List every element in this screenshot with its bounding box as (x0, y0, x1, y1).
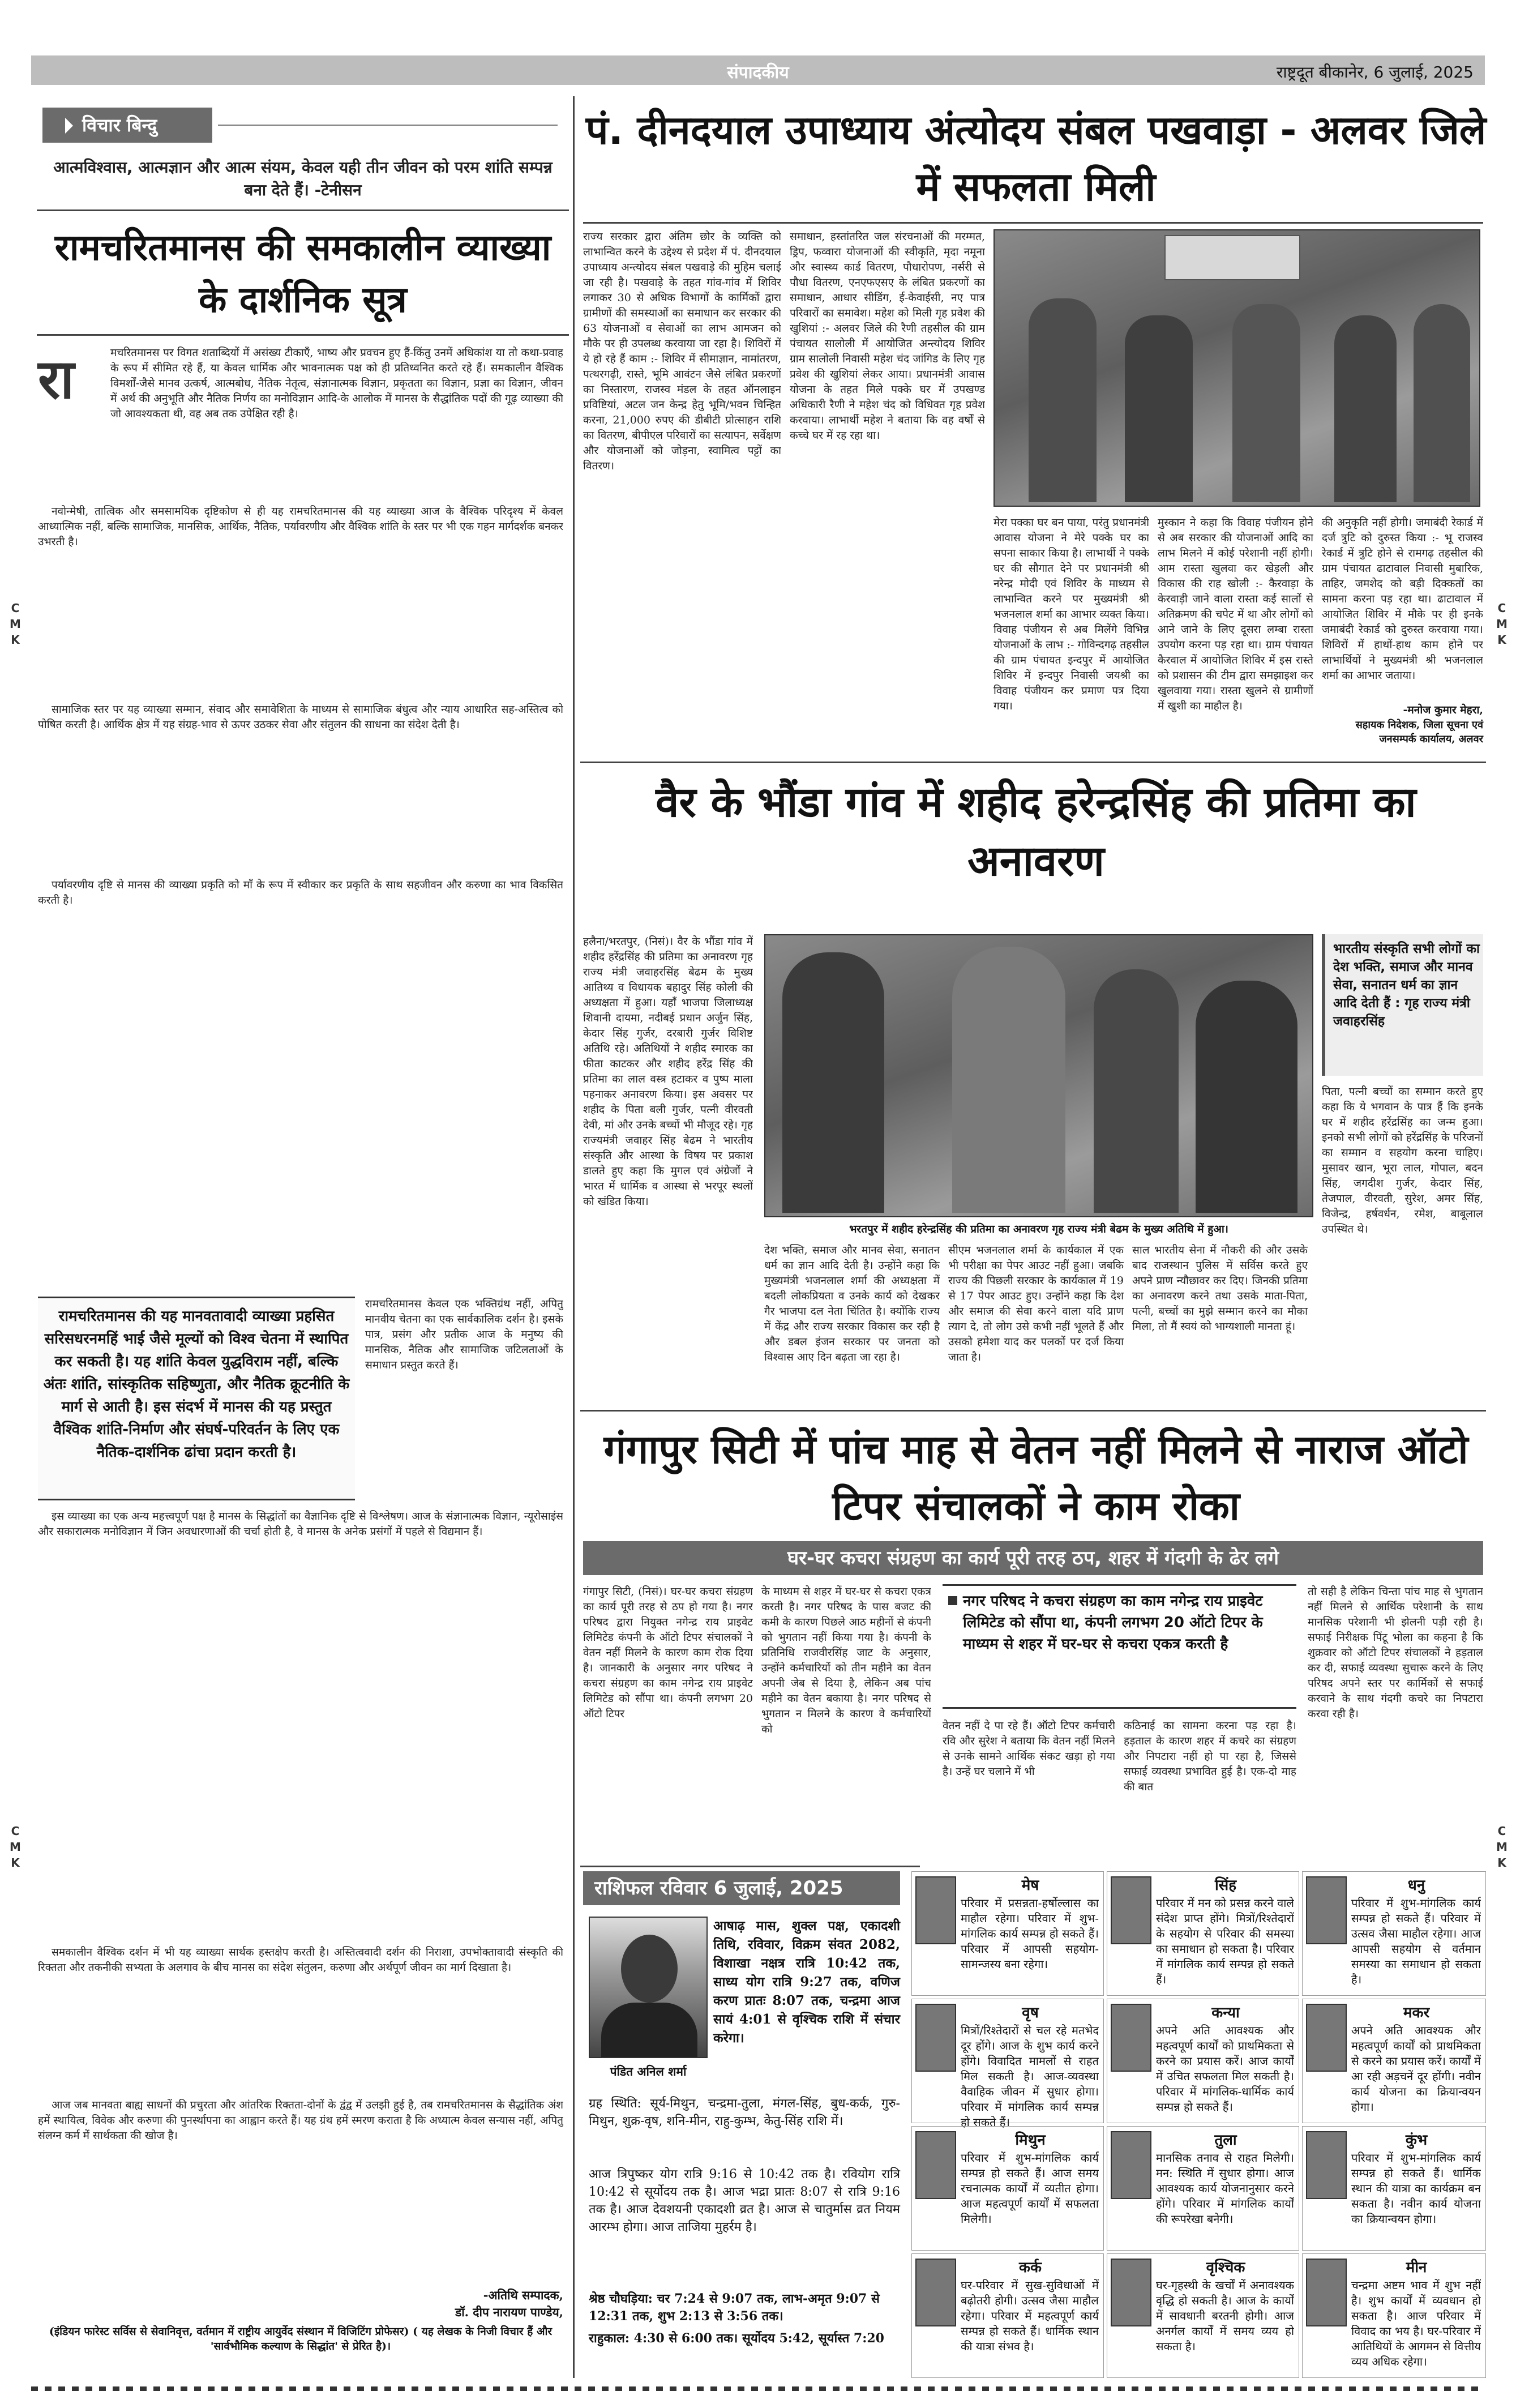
story2-headline: वैर के भौंडा गांव में शहीद हरेन्द्रसिंह की प्रतिमा का अनावरण (656, 778, 1416, 886)
story3-highlight-box (943, 1584, 1296, 1709)
capricorn-icon (1306, 2004, 1347, 2072)
rashi-mithun (911, 2126, 1104, 2251)
author-note: (इंडियन फारेस्ट सर्विस से सेवानिवृत्त, वर्तमान में राष्ट्रीय आयुर्वेद संस्थान में विजिटिंग प्रोफेसर) ( यह लेखक के निजी विचार हैं और 'सार्वभौमिक कल्याण के सिद्धांत' से प्रेरित है)। (49, 2325, 553, 2353)
story1-col2: समाधान, हस्तांतरित जल संरचनाओं की मरम्मत, ड्रिप, फव्वारा योजनाओं की स्वीकृति, मृदा नमूना और स्वास्थ्य कार्ड वितरण, पौधारोपण, नर्सरी से पौधा वितरण, एनएफएसए के लंबित प्रकरणों का समाधान, आधार सीडिंग, ई-केवाईसी, नए पात्र परिवारों का समावेश। महेश को मिली गृह प्रवेश की खुशियां :- अलवर जिले की रैणी तहसील की ग्राम पंचायत सालोली में आयोजित अन्त्योदय शिविर ग्राम सालोली निवासी महेश चंद जांगिड के लिए गृह प्रवेश की खुशियां लेकर आया। प्रधानमंत्री आवास योजना के तहत मिले पक्के घर में उपखण्ड अधिकारी रैणी ने महेश चंद को विधिवत गृह प्रवेश करवाया। लाभार्थी महेश ने बताया कि वह वर्षों से कच्चे घर में रह रहा था। (790, 230, 985, 442)
libra-icon (1111, 2131, 1151, 2199)
editorial-para-4: पर्यावरणीय दृष्टि से मानस की व्याख्या प्रकृति को माँ के रूप में स्वीकार कर प्रकृति के साथ सहजीवन और करुणा का भाव विकसित करती है। (38, 879, 563, 906)
rashi-name: सिंह (1214, 1877, 1237, 1894)
editorial-para-1: मचरितमानस पर विगत शताब्दियों में असंख्य टीकाएँ, भाष्य और प्रवचन हुए हैं-किंतु उनमें अधिकांश या तो कथा-प्रवाह के रूप में सीमित रहे हैं, या केवल धार्मिक और भावनात्मक पक्ष को ही प्रतिध्वनित करते रहे हैं। समकालीन वैश्विक विमर्शों-जैसे मानव उत्कर्ष, आत्मबोध, नैतिक नेतृत्व, संज्ञानात्मक विज्ञान, प्रकृतता का विज्ञान, प्रज्ञा का विज्ञान, जीवन में अर्थ की अनुभूति और नैतिक निर्णय का मनोविज्ञान आदि-के आलोक में मानस के सैद्धांतिक पदों की गूढ़ व्याख्या की जो आवश्यकता थी, वह अब तक उपेक्षित रही है। (110, 347, 563, 420)
story3-col5: तो सही है लेकिन चिन्ता पांच माह से भुगतान नहीं मिलने से आर्थिक परेशानी के साथ मानसिक परेशानी भी झेलनी पड़ी रही है। सफाई निरीक्षक पिंटू भोला का कहना है कि शुक्रवार को ऑटो टिपर संचालकों ने हड़ताल कर दी, सफाई व्यवस्था सुचारू करने के लिए परिषद अपने स्तर पर कार्मिकों से सफाई करवाने के साथ गंदगी कचरे का निपटारा करवा रही है। (1308, 1585, 1483, 1720)
statue-photo (764, 934, 1313, 1217)
rashi-meen (1302, 2253, 1486, 2378)
dateline: राष्ट्रदूत बीकानेर, 6 जुलाई, 2025 (1276, 63, 1474, 82)
rashi-text: अपने अति आवश्यक और महत्वपूर्ण कार्यों को प्राथमिकता से करने का प्रयास करें। आज कार्यों में उचित सफलता मिल सकती है। परिवार में मांगलिक-धार्मिक कार्य सम्पन्न हो सकते हैं। (1156, 2024, 1294, 2114)
statue-figure (952, 947, 1065, 1213)
person-figure (1196, 981, 1297, 1213)
rashi-text: चन्द्रमा अष्टम भाव में शुभ नहीं है। शुभ कार्यों में व्यवधान हो सकता है। आज परिवार में विवाद का भय है। घर-परिवार में आतिथियों के आगमन से वित्तीय व्यय अधिक रहेगा। (1351, 2278, 1481, 2368)
divider (580, 1410, 1486, 1412)
rashi-name: तुला (1214, 2132, 1237, 2149)
scorpio-icon (1111, 2259, 1151, 2326)
story1-caption-col3: की अनुकृति नहीं होगी। जमाबंदी रेकार्ड में दर्ज त्रुटि को दुरुस्त किया :- भू राजस्व रेकार्ड में त्रुटि होने से रामगढ़ तहसील की ग्राम पंचायत ढाटावाल निवासी मुबारिक, ताहिर, जमशेद को बड़ी दिक्कतों का सामना करना पड़ रहा था। ढाटावाल में आयोजित शिविर में मौके पर ही इनके जमाबंदी रेकार्ड को दुरुस्त करवाया गया। शिविरों में हाथों-हाथ काम होने पर लाभार्थियों ने मुख्यमंत्री श्री भजनलाल शर्मा का आभार जताया। (1322, 516, 1483, 682)
sagittarius-icon (1306, 1876, 1347, 1944)
divider (218, 125, 558, 126)
face-shape (621, 1935, 678, 2003)
story-pratima (583, 767, 1489, 1407)
story2-col-b: सीएम भजनलाल शर्मा के कार्यकाल में एक भी परीक्षा का पेपर आउट नहीं हुआ। जबकि राज्य की पिछली सरकार के कार्यकाल में 19 से 17 पेपर आउट हुए। उन्होंने कहा कि देश और समाज की सेवा करने वाला यदि प्राण त्याग दे, तो लोग उसे कभी नहीं भूलते हैं और उसको हमेशा याद कर पलकों पर दर्ज किया जाता है। (948, 1244, 1124, 1363)
vichar-bindu-label: विचार बिन्दु (42, 108, 212, 143)
editorial-para-6: इस व्याख्या का एक अन्य महत्त्वपूर्ण पक्ष है मानस के सिद्धांतों का वैज्ञानिक दृष्टि से विश्लेषण। आज के संज्ञानात्मक विज्ञान, न्यूरोसाइंस और सकारात्मक मनोविज्ञान में जिन अवधारणाओं की चर्चा होती है, वे मानस के अनेक प्रसंगों में पहले से विद्यमान हैं। (38, 1510, 563, 1538)
vichar-bindu-quote: आत्मविश्वास, आत्मज्ञान और आत्म संयम, केवल यही तीन जीवन को परम शांति सम्पन्न बना देते हैं। -टेनीसन (53, 158, 553, 199)
rashi-text: घर-परिवार में सुख-सुविधाओं में बढ़ोतरी होगी। उत्सव जैसा माहौल रहेगा। परिवार में महत्वपूर्ण कार्य सम्पन्न हो सकते हैं। धार्मिक स्थान की यात्रा संभव है। (961, 2278, 1099, 2353)
pandit-photo (589, 1917, 708, 2058)
person-figure (1414, 304, 1470, 502)
rashi-dhanu (1302, 1871, 1486, 1996)
gemini-icon (915, 2131, 956, 2199)
rashi-text: मित्रों/रिश्तेदारों से चल रहे मतभेद दूर होंगे। आज के शुभ कार्य करने होंगे। विवादित मामलों से राहत मिल सकती है। आज-व्यवस्था वैवाहिक जीवन में सुधार होगा। परिवार में मांगलिक कार्य सम्पन्न हो सकते हैं। (961, 2024, 1099, 2129)
banner-image (1164, 235, 1300, 280)
story-antyodaya (583, 96, 1489, 759)
editorial-column (31, 96, 575, 2378)
story3-col1: गंगापुर सिटी, (निसं)। घर-घर कचरा संग्रहण का कार्य पूरी तरह से ठप हो गया है। नगर परिषद द्वारा नियुक्त नगेन्द्र राय प्राइवेट लिमिटेड कंपनी के ऑटो टिपर संचालकों ने वेतन नहीं मिलने के कारण काम रोक दिया है। जानकारी के अनुसार नगर परिषद ने कचरा संग्रहण का काम नगेन्द्र राय प्राइवेट लिमिटेड को सौंपा था। कंपनी लगभग 20 ऑटो टिपर (583, 1585, 753, 1720)
story1-signoff-office: सहायक निदेशक, जिला सूचना एवं जनसम्पर्क कार्यालय, अलवर (1355, 719, 1483, 745)
editorial-para-3: सामाजिक स्तर पर यह व्याख्या सम्मान, संवाद और समावेशिता के माध्यम से सामाजिक बंधुत्व और न्याय आधारित सह-अस्तित्व को पोषित करती है। आर्थिक क्षेत्र में यह संग्रह-भाव से ऊपर उठकर सेवा और संतुलन की साधना का संदेश देती है। (38, 703, 563, 731)
pullquote: रामचरितमानस की यह मानवतावादी व्याख्या प्रहसित सरिसधरनमहिं भाई जैसे मूल्यों को विश्व चेतना में स्थापित कर सकती है। यह शांति केवल युद्धविराम नहीं, बल्कि अंतः शांति, सांस्कृतिक सहिष्णुता, और नैतिक क्रूटनीति के मार्ग से आती है। इस संदर्भ में मानस की यह प्रस्तुत वैश्विक शांति-निर्माण और संघर्ष-परिवर्तन के लिए एक नैतिक-दार्शनिक ढांचा प्रदान करती है। (43, 1308, 350, 1461)
yoga-info: आज त्रिपुष्कर योग रात्रि 9:16 से 10:42 तक है। रवियोग रात्रि 10:42 से सूर्योदय तक है। आज भद्रा प्रातः 8:07 से रात्रि 9:16 तक है। आज देवशयनी एकादशी व्रत है। आज से चातुर्मास व्रत नियम आरम्भ होगा। आज ताजिया मुहर्रम है। (589, 2167, 900, 2234)
author-name: डॉ. दीप नारायण पाण्डेय, (455, 2305, 563, 2319)
rashi-name: मकर (1403, 2004, 1430, 2021)
story2-photo-caption: भरतपुर में शहीद हरेन्द्रसिंह की प्रतिमा का अनावरण गृह राज्य मंत्री बेढम के मुख्य अतिथि में हुआ। (849, 1223, 1228, 1235)
editorial-para-8: आज जब मानवता बाह्य साधनों की प्रचुरता और आंतरिक रिक्तता-दोनों के द्वंद्व में उलझी हुई है, तब रामचरितमानस के सैद्धांतिक अंश हमें स्थायित्व, विवेक और करुणा की पुनर्स्थापना का आह्वान करते हैं। यह ग्रंथ हमें स्मरण कराता है कि अध्यात्म केवल सन्यास नहीं, अपितु संलग्न कर्म में सार्थकता की खोज है। (38, 2099, 563, 2142)
story1-caption-col1: मेरा पक्का घर बन पाया, परंतु प्रधानमंत्री आवास योजना ने मेरे पक्के घर का सपना साकार किया है। लाभार्थी ने पक्के घर की सौगात देने पर प्रधानमंत्री श्री नरेन्द्र मोदी एवं शिविर के माध्यम से लाभान्वित करने पर मुख्यमंत्री श्री भजनलाल शर्मा का आभार व्यक्त किया। विवाह पंजीयन से अब मिलेंगे विभिन्न योजनाओं के लाभ :- गोविन्दगढ़ तहसील की ग्राम पंचायत इन्दपुर में आयोजित शिविर में इन्दपुर निवासी जयश्री का विवाह पंजीयन कर प्रमाण पत्र दिया गया। (993, 516, 1149, 712)
person-figure (1232, 304, 1300, 502)
arrow-icon (65, 118, 73, 134)
rashi-mesh (911, 1871, 1104, 1996)
rashi-text: घर-गृहस्थी के खर्चों में अनावश्यक वृद्धि हो सकती है। आज के कार्यों में सावधानी बरतनी होगी। आज अनर्गल कार्यों में समय व्यय हो सकता है। (1156, 2278, 1294, 2353)
aries-icon (915, 1876, 956, 1944)
rashi-name: कर्क (1019, 2259, 1042, 2276)
rashi-name: कन्या (1211, 2004, 1240, 2021)
story2-sidebar-quote-box (1322, 934, 1483, 1076)
story3-subhead: घर-घर कचरा संग्रहण का कार्य पूरी तरह ठप, शहर में गंदगी के ढेर लगे (583, 1541, 1483, 1575)
editorial-para-5: रामचरितमानस केवल एक भक्तिग्रंथ नहीं, अपितु मानवीय चेतना का एक सार्वकालिक दर्शन है। इसके पात्र, प्रसंग और प्रतीक आज के मनुष्य की मानसिक, नैतिक और सामाजिक जटिलताओं के समाधान प्रस्तुत करते हैं। (365, 1298, 563, 1371)
pisces-icon (1306, 2259, 1347, 2326)
rashi-tula (1107, 2126, 1299, 2251)
divider (580, 762, 1486, 763)
story1-col1: राज्य सरकार द्वारा अंतिम छोर के व्यक्ति को लाभान्वित करने के उद्देश्य से प्रदेश में पं. दीनदयाल उपाध्याय अन्त्योदय संबल पखवाड़े की मुहिम चलाई जा रही है। पखवाड़े के तहत गांव-गांव में शिविर लगाकर 30 से अधिक विभागों के कार्मिकों द्वारा ग्रामीणों की समस्याओं का समाधान कर सरकार की 63 योजनाओं व सेवाओं का लाभ आमजन को मौके पर ही उपलब्ध करवाया जा रहा है। शिविरों में ये हो रहे हैं काम :- शिविर में सीमाज्ञान, नामांतरण, पत्थरगढ़ी, रास्ते, भूमि आवंटन जैसे लंबित प्रकरणों का निस्तारण, राजस्व मंडल के तहत ऑनलाइन प्रविष्टियां, अटल जन केन्द्र हेतु भूमि/भवन चिन्हित करना, 21,000 रुपए की डीबीटी प्रोत्साहन राशि का वितरण, बीपीएल परिवारों का सत्यापन, सर्वेक्षण और योजनाओं को जोड़ना, स्वामित्व पट्टों का वितरण। (583, 230, 781, 472)
story1-signoff: -मनोज कुमार मेहरा, (1403, 704, 1483, 716)
graha-sthiti: ग्रह स्थिति: सूर्य-मिथुन, चन्द्रमा-तुला, मंगल-सिंह, बुध-कर्क, गुरु-मिथुन, शुक्र-वृष, शनि-मीन, राहु-कुम्भ, केतु-सिंह राशि में। (589, 2097, 900, 2128)
section-title: संपादकीय (727, 63, 789, 83)
square-bullet-icon (948, 1596, 957, 1605)
editorial-title: रामचरितमानस की समकालीन व्याख्या के दार्शनिक सूत्र (54, 227, 551, 321)
rashi-text: परिवार में शुभ-मांगलिक कार्य सम्पन्न हो सकते हैं। आज समय रचनात्मक कार्यों में व्यतीत होगा। आज महत्वपूर्ण कार्यों में सफलता मिलेगी। (961, 2151, 1099, 2226)
story2-col-c: साल भारतीय सेना में नौकरी की और उसके बाद राजस्थान पुलिस में सर्विस करते हुए अपने प्राण न्यौछावर कर दिए। जिनकी प्रतिमा का अनावरण करने तथा उसके माता-पिता, पत्नी, बच्चों का मुझे सम्मान करने का मौका मिला, तो मैं स्वयं को भाग्यशाली मानता हूं। (1132, 1244, 1308, 1333)
story2-col-a: देश भक्ति, समाज और मानव सेवा, सनातन धर्म का ज्ञान आदि देती है। उन्होंने कहा कि मुख्यमंत्री भजनलाल शर्मा की अध्यक्षता में बदली लोकप्रियता व उनके कार्य को देखकर गैर भाजपा दल नेता चिंतित है। क्योंकि राज्य में केंद्र और राज्य सरकार विकास कर रही है और डबल इंजन सरकार पर जनता को विश्वास आए दिन बढ़ता जा रहा है। (764, 1244, 940, 1363)
person-figure (1094, 969, 1179, 1213)
cancer-icon (915, 2259, 956, 2326)
story3-col3: वेतन नहीं दे पा रहे हैं। ऑटो टिपर कर्मचारी रवि और सुरेश ने बताया कि वेतन नहीं मिलने से उनके सामने आर्थिक संकट खड़ा हो गया है। उन्हें घर चलाने में भी (943, 1720, 1115, 1778)
margin-marks-left-1: C M K (10, 601, 21, 647)
rashi-name: मेष (1021, 1877, 1039, 1894)
person-figure (1334, 315, 1397, 502)
story1-caption-col2: मुस्कान ने कहा कि विवाह पंजीयन होने से अब सरकार की योजनाओं आदि का लाभ मिलने में कोई परेशानी नहीं होगी। आम रास्ता खुलवा कर खेड़ली और विकास की राह खोली :- कैरवाड़ा के केरवाड़ी जाने वाला रास्ता कई सालों से अतिक्रमण की चपेट में था और लोगों को आने जाने के लिए दूसरा लम्बा रास्ता उपयोग करना पड़ रहा था। ग्राम पंचायत कैरवाल में आयोजित शिविर में इस रास्ते को प्रशासन की टीम द्वारा समझाइश कर खुलवाया गया। रास्ता खुलने से ग्रामीणों में खुशी का माहौल है। (1158, 516, 1313, 712)
rashi-text: अपने अति आवश्यक और महत्वपूर्ण कार्यों को प्राथमिकता से करने का प्रयास करें। कार्यों में आ रही अड़चनें दूर होंगी। नवीन कार्य योजना का क्रियान्वयन होगा। (1351, 2024, 1481, 2114)
pandit-name: पंडित अनिल शर्मा (610, 2065, 687, 2078)
rashi-text: मानसिक तनाव से राहत मिलेगी। मन: स्थिति में सुधार होगा। आज आवश्यक कार्य योजनानुसार करने होंगे। परिवार में मांगलिक कार्यों की रूपरेखा बनेगी। (1156, 2151, 1294, 2226)
rashi-name: धनु (1407, 1877, 1425, 1894)
divider (580, 1866, 920, 1867)
story3-headline: गंगापुर सिटी में पांच माह से वेतन नहीं मिलने से नाराज ऑटो टिपर संचालकों ने काम रोका (603, 1426, 1468, 1529)
rashi-kark (911, 2253, 1104, 2378)
virgo-icon (1111, 2004, 1151, 2072)
rashi-makar (1302, 1999, 1486, 2123)
margin-marks-left-2: C M K (10, 1824, 21, 1870)
rashi-text: परिवार में मन को प्रसन्न करने वाले संदेश प्राप्त होंगे। मित्रों/रिश्तेदारों के सहयोग से परिवार की समस्या का समाधान हो सकता है। परिवार में मांगलिक कार्य सम्पन्न हो सकते हैं। (1156, 1896, 1294, 1986)
rashi-vrish (911, 1999, 1104, 2129)
pullquote-box (38, 1297, 355, 1500)
rashifal-banner: राशिफल रविवार 6 जुलाई, 2025 (583, 1871, 900, 1905)
person-figure (1125, 315, 1193, 502)
rashifal-section (583, 1871, 1489, 2381)
story1-headline: पं. दीनदयाल उपाध्याय अंत्योदय संबल पखवाड़ा - अलवर जिले में सफलता मिली (585, 107, 1487, 210)
rahukal: राहुकाल: 4:30 से 6:00 तक। सूर्योदय 5:42, सूर्यास्त 7:20 (589, 2331, 884, 2346)
divider (37, 334, 569, 336)
story3-col4: कठिनाई का सामना करना पड़ रहा है। हड़ताल के कारण शहर में कचरे का संग्रहण और निपटारा नहीं हो पा रहा है, जिससे सफाई व्यवस्था प्रभावित हुई है। एक-दो माह की बात (1124, 1720, 1296, 1793)
choghadiya: श्रेष्ठ चौघड़िया: चर 7:24 से 9:07 तक, लाभ-अमृत 9:07 से 12:31 तक, शुभ 2:13 से 3:56 तक। (589, 2291, 880, 2324)
story2-text: हलैना/भरतपुर, (निसं)। वैर के भौंडा गांव में शहीद हरेंद्रसिंह की प्रतिमा का अनावरण गृह राज्य मंत्री जवाहरसिंह बेढम के मुख्य आतिथ्य व विधायक बहादुर सिंह कोली की अध्यक्षता में हुआ। यहाँ भाजपा जिलाध्यक्ष शिवानी दायमा, नदीबई प्रधान अर्जुन सिंह, केदार सिंह गुर्जर, दरबारी गुर्जर विशिष्ट अतिथि रहे। अतिथियों ने शहीद स्मारक का फीता काटकर और शहीद हरेंद्र सिंह की प्रतिमा का लाल वस्त्र हटाकर व पुष्प माला पहनाकर अनावरण किया। इस अवसर पर शहीद के पिता बली गुर्जर, पत्नी वीरवती देवी, मां और उनके बच्चों भी मौजूद रहे। गृह राज्यमंत्री जवाहर सिंह बेढम ने भारतीय संस्कृति और आस्था के विषय पर प्रकाश डालते हुए कहा कि मुगल एवं अंग्रेजों ने भारत में धार्मिक व आस्था से भरपूर स्थलों को खंडित किया। (583, 935, 753, 1208)
rashi-name: मीन (1406, 2259, 1427, 2276)
divider (583, 222, 1483, 224)
page-header (31, 55, 1485, 85)
person-figure (1029, 298, 1097, 502)
editorial-para-7: समकालीन वैश्विक दर्शन में भी यह व्याख्या सार्थक हस्तक्षेप करती है। अस्तित्ववादी दर्शन की निराशा, उपभोक्तावादी संस्कृति की रिक्तता और तकनीकी सभ्यता के अलगाव के बीच मानस का संदेश संतुलन, करुणा और अर्थपूर्ण जीवन का मार्ग दिखाता है। (38, 1946, 563, 1974)
panchang: आषाढ़ मास, शुक्ल पक्ष, एकादशी तिथि, रविवार, विक्रम संवत 2082, विशाखा नक्षत्र रात्रि 10:42 तक, साध्य योग रात्रि 9:27 तक, वणिज करण प्रातः 8:07 तक, चन्द्रमा आज सायं 4:01 से वृश्चिक राशि में संचार करेगा। (713, 1918, 900, 2046)
registration-strip (31, 2386, 1485, 2391)
rashi-text: परिवार में शुभ-मांगलिक कार्य सम्पन्न हो सकते हैं। धार्मिक स्थान की यात्रा का कार्यक्रम बन सकता है। नवीन कार्य योजना का क्रियान्वयन होगा। (1351, 2151, 1481, 2226)
rashi-name: वृष (1022, 2004, 1039, 2021)
editorial-para-2: नवोन्मेषी, तात्विक और समसामयिक दृष्टिकोण से ही यह रामचरितमानस की यह व्याख्या आज के वैश्विक परिदृश्य में केवल आध्यात्मिक नहीं, बल्कि सामाजिक, मानसिक, आर्थिक, नैतिक, पर्यावरणीय और वैश्विक शांति के स्तर पर भी एक गहन मार्गदर्शक बनकर उभरती है। (38, 505, 563, 548)
rashi-name: वृश्चिक (1206, 2259, 1245, 2276)
signature: -अतिथि सम्पादक, (483, 2288, 563, 2302)
story-gangapur (583, 1415, 1489, 1863)
rashi-kumbh (1302, 2126, 1486, 2251)
rashi-name: कुंभ (1405, 2132, 1428, 2149)
ceremony-photo (993, 229, 1480, 507)
person-figure (782, 952, 884, 1213)
rashi-singh (1107, 1871, 1299, 1996)
aquarius-icon (1306, 2131, 1347, 2199)
dropcap: रा (38, 348, 75, 411)
rashi-text: परिवार में प्रसन्नता-हर्षोल्लास का माहौल रहेगा। परिवार में शुभ-मांगलिक कार्य सम्पन्न हो सकते हैं। परिवार में आपसी सहयोग-सामन्जस्य बना रहेगा। (961, 1896, 1099, 1971)
margin-marks-right-2: C M K (1496, 1824, 1508, 1870)
rashi-kanya (1107, 1999, 1299, 2123)
story2-col-d: पिता, पत्नी बच्चों का सम्मान करते हुए कहा कि ये भगवान के पात्र हैं कि इनके घर में शहीद हरेंद्रसिंह का जन्म हुआ। इनको सभी लोगों को हरेंद्रसिंह के परिजनों का सम्मान व सहयोग करना चाहिए। मुसावर खान, भूरा लाल, गोपाल, बदन सिंह, जगदीश गुर्जर, केदार सिंह, तेजपाल, वीरवती, सुरेश, अमर सिंह, विजेन्द्र, हर्षवर्धन, रमेश, बाबूलाल उपस्थित थे। (1322, 1085, 1483, 1235)
story3-col2: के माध्यम से शहर में घर-घर से कचरा एकत्र करती है। नगर परिषद के पास बजट की कमी के कारण पिछले आठ महीनों से कंपनी को भुगतान नहीं किया गया है। कंपनी के प्रतिनिधि राजवीरसिंह जाट के अनुसार, उन्होंने कर्मचारियों को तीन महीने का वेतन अपनी जेब से दिया है, लेकिन अब पांच महीने का वेतन बकाया है। नगर परिषद से भुगतान न मिलने के कारण वे कर्मचारियों को (761, 1585, 931, 1735)
taurus-icon (915, 2004, 956, 2072)
column-divider (573, 96, 575, 2378)
divider (37, 209, 569, 211)
leo-icon (1111, 1876, 1151, 1944)
rashi-text: परिवार में शुभ-मांगलिक कार्य सम्पन्न हो सकते हैं। परिवार में उत्सव जैसा माहौल रहेगा। आज आपसी सहयोग से वर्तमान समस्या का समाधान हो सकता है। (1351, 1896, 1481, 1986)
story2-sidebar-quote: भारतीय संस्कृति सभी लोगों का देश भक्ति, समाज और मानव सेवा, सनातन धर्म का ज्ञान आदि देती हैं : गृह राज्य मंत्री जवाहरसिंह (1333, 942, 1480, 1029)
margin-marks-right-1: C M K (1496, 601, 1508, 647)
shoulders-shape (601, 2003, 697, 2057)
story3-box-text: नगर परिषद ने कचरा संग्रहण का काम नगेन्द्र राय प्राइवेट लिमिटेड को सौंपा था, कंपनी लगभग 20 ऑटो टिपर के माध्यम से शहर में घर-घर से कचरा एकत्र करती है (963, 1593, 1263, 1653)
rashi-name: मिथुन (1015, 2132, 1046, 2149)
rashi-vrishchik (1107, 2253, 1299, 2378)
